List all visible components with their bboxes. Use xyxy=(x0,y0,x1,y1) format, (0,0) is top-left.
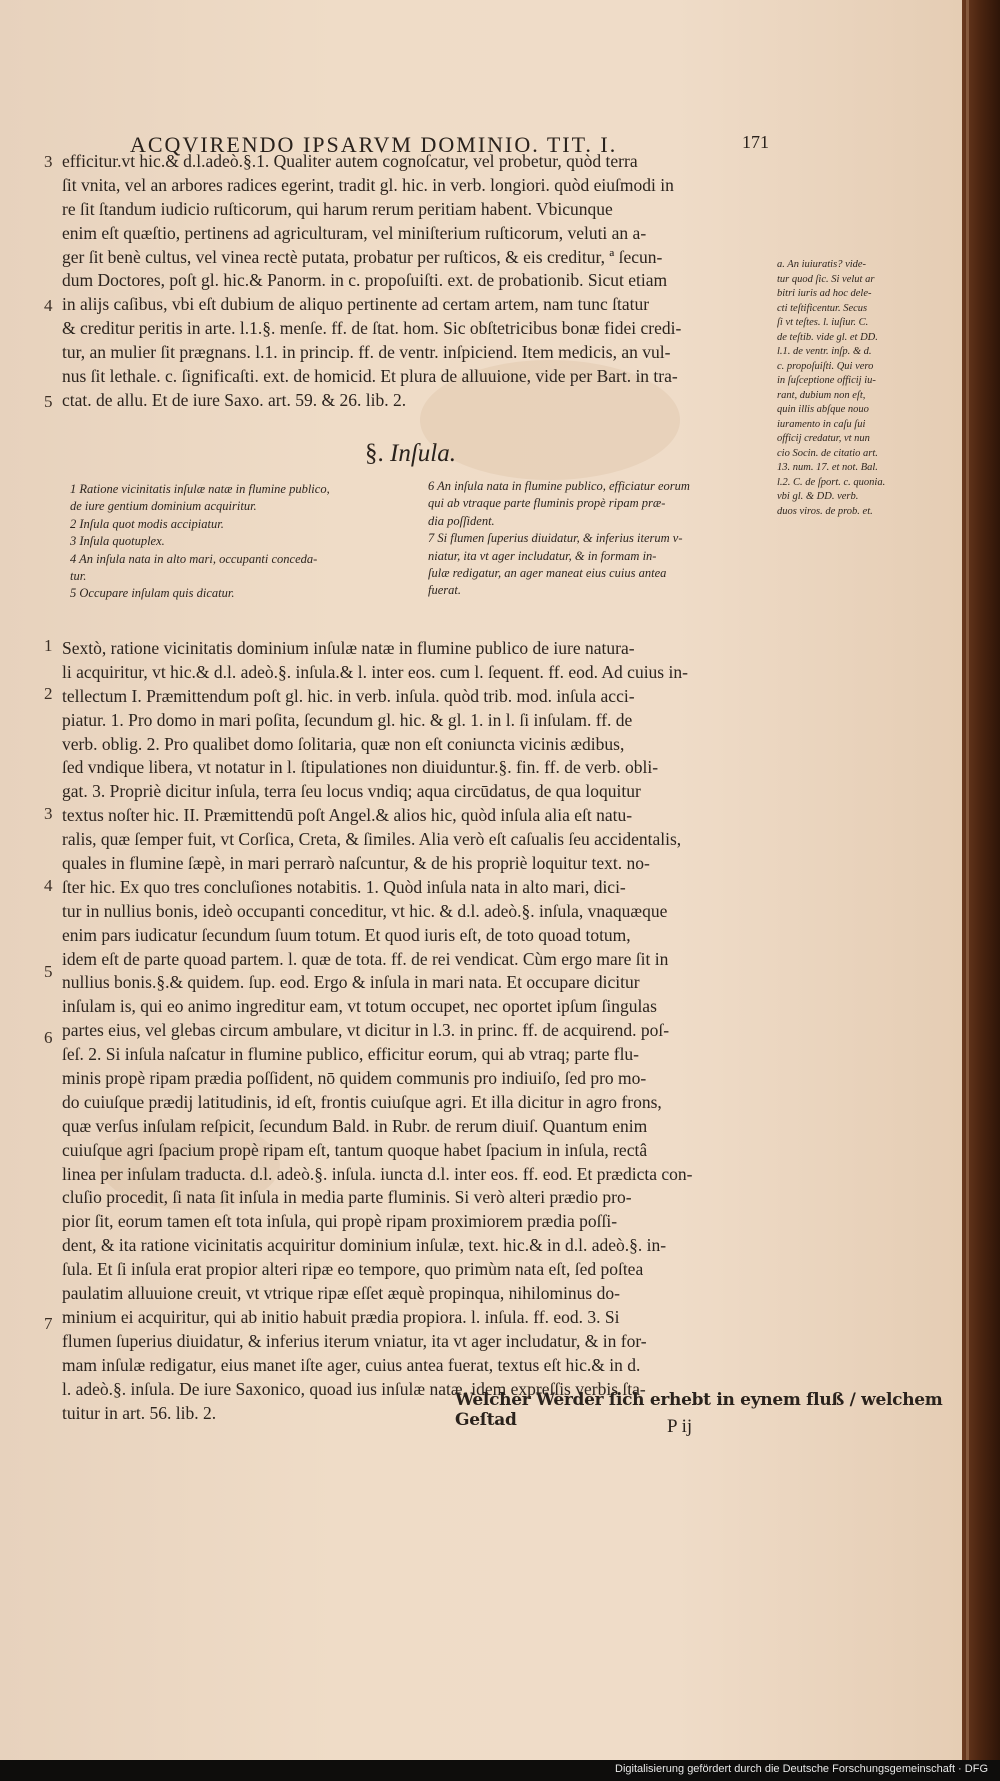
text-line: nus ſit lethale. c. ſignificaſti. ext. de homicid. Et plura de alluuione, vide per Bart. in tra- xyxy=(62,366,678,387)
summary-item: 7 Si flumen ſuperius diuidatur, & inferius iterum v- xyxy=(428,531,683,546)
footer-credit: Digitalisierung gefördert durch die Deutsche Forschungsgemeinschaft · DFG xyxy=(615,1763,988,1775)
text-line: l. adeò.§. inſula. De iure Saxonico, quoad ius inſulæ natæ, idem expreſſis verbis ſta- xyxy=(62,1378,646,1399)
book-edge xyxy=(962,0,1000,1760)
text-line: dent, & ita ratione vicinitatis acquiritur dominium inſulæ, text. hic.& in d.l. adeò.§. in- xyxy=(62,1235,667,1256)
summary-item: de iure gentium dominium acquiritur. xyxy=(70,499,257,514)
text-line: piatur. 1. Pro domo in mari poſita, ſecundum gl. hic. & gl. 1. in l. ſi inſulam. ff. de xyxy=(62,709,633,730)
marginal-line: l.1. de ventr. inſp. & d. xyxy=(777,346,872,357)
text-line: nullius bonis.§.& quidem. ſup. eod. Ergo & inſula in mari nata. Et occupare dicitur xyxy=(62,972,640,993)
line-number: 3 xyxy=(44,152,53,171)
text-line: enim pars iudicatur ſecundum ſuum totum. Et quod iuris eſt, de toto quoad totum, xyxy=(62,924,631,945)
text-line: re ſit ſtandum iudicio ruſticorum, qui harum rerum peritiam habent. Vbicunque xyxy=(62,198,613,219)
section-sign: §. xyxy=(365,440,384,467)
marginal-line: duos viros. de prob. et. xyxy=(777,505,873,517)
text-line: flumen ſuperius diuidatur, & inferius iterum vniatur, ita vt ager includatur, & in for- xyxy=(62,1330,647,1351)
text-line: ger ſit benè cultus, vel vinea rectè putata, probatur per ruſticos, & eis creditur, ª ſecun- xyxy=(62,246,663,267)
summary-item: 1 Ratione vicinitatis inſulæ natæ in flumine publico, xyxy=(70,482,330,496)
text-line: ralis, quæ ſemper fuit, vt Corſica, Creta, & ſimiles. Alia verò eſt caſualis ſeu accidentalis, xyxy=(62,829,682,850)
marginal-line: vbi gl. & DD. verb. xyxy=(777,491,859,502)
text-line: quales in flumine ſæpè, in mari perrarò naſcuntur, & de his propriè loquitur text. no- xyxy=(62,853,650,874)
summary-item: tur. xyxy=(70,569,87,584)
folio-number: 171 xyxy=(742,132,769,152)
summary-item: 3 Inſula quotuplex. xyxy=(70,534,165,549)
marginal-line: 13. num. 17. et not. Bal. xyxy=(777,462,878,473)
line-number: 3 xyxy=(44,804,53,823)
text-line: ſter hic. Ex quo tres concluſiones notabitis. 1. Quòd inſula nata in alto mari, dici- xyxy=(62,876,626,897)
marginal-line: in ſuſceptione officij iu- xyxy=(777,375,876,386)
marginal-line: a. An iuiuratis? vide- xyxy=(777,259,867,270)
summary-item: 4 An inſula nata in alto mari, occupanti conceda- xyxy=(70,551,318,566)
text-line: ſit vnita, vel an arbores radices egerint, tradit gl. hic. in verb. longiori. quòd eiuſmodi in xyxy=(62,174,674,195)
section-title: Inſula. xyxy=(390,440,456,467)
text-line: partes eius, vel glebas circum ambulare, vt dicitur in l.3. in princ. ff. de acquirend. poſ- xyxy=(62,1020,670,1041)
text-line: tuitur in art. 56. lib. 2. xyxy=(62,1402,217,1423)
marginal-line: c. propoſuiſti. Qui vero xyxy=(777,360,874,372)
text-line: ſula. Et ſi inſula erat propior alteri ripæ eo tempore, quo primùm nata eſt, ſed poſtea xyxy=(62,1259,644,1280)
summary-item: qui ab vtraque parte fluminis propè ripam præ- xyxy=(428,496,666,511)
marginal-line: officij credatur, vt nun xyxy=(777,433,870,444)
text-line: gat. 3. Propriè dicitur inſula, terra ſeu locus vndiq; aqua circūdatus, de qua loquitur xyxy=(62,781,641,802)
text-line: tur, an mulier ſit prægnans. l.1. in princip. ff. de ventr. inſpiciend. Item medicis, an vul- xyxy=(62,342,671,363)
text-line: tur in nullius bonis, ideò occupanti conceditur, vt hic. & d.l. adeò.§. inſula, vnaquæque xyxy=(62,900,668,921)
text-line: cluſio procedit, ſi nata ſit inſula in media parte fluminis. Si verò alteri prædio pro- xyxy=(62,1187,632,1208)
line-number: 7 xyxy=(44,1314,53,1333)
text-line: tellectum I. Præmittendum poſt gl. hic. in verb. inſula. quòd trib. mod. inſula acci- xyxy=(62,685,635,706)
body-text-top xyxy=(62,150,681,413)
marginal-note xyxy=(777,258,927,519)
summary-item: 2 Inſula quot modis accipiatur. xyxy=(70,516,224,531)
text-line: ſeſ. 2. Si inſula naſcatur in flumine publico, efficitur eorum, qui ab vtraq; parte flu- xyxy=(62,1044,640,1065)
text-line: enim eſt quæſtio, pertinens ad agriculturam, vel miniſterium ruſticorum, veluti an a- xyxy=(62,222,647,243)
line-number: 2 xyxy=(44,684,53,703)
marginal-line: tur quod ſic. Si velut ar xyxy=(777,273,875,285)
summary-item: ſulæ redigatur, an ager maneat eius cuius antea xyxy=(428,566,667,581)
section-heading xyxy=(365,440,456,468)
text-line: li acquiritur, vt hic.& d.l. adeò.§. inſula.& l. inter eos. cum l. ſequent. ff. eod. Ad cuius in- xyxy=(62,661,688,682)
text-line: minium ei acquiritur, qui ab initio habuit prædia propiora. l. inſula. ff. eod. 3. Si xyxy=(62,1306,620,1327)
text-line: verb. oblig. 2. Pro qualibet domo ſolitaria, quæ non eſt coniuncta vicinis ædibus, xyxy=(62,733,625,754)
line-number: 6 xyxy=(44,1028,53,1047)
line-number: 4 xyxy=(44,876,53,895)
text-line: in alijs caſibus, vbi eſt dubium de aliquo pertinente ad certam artem, nam tunc ſtatur xyxy=(62,294,650,315)
running-head: ACQVIRENDO IPSARVM DOMINIO. TIT. I. xyxy=(130,132,618,157)
summary-item: 5 Occupare inſulam quis dicatur. xyxy=(70,586,235,601)
text-line: dum Doctores, poſt gl. hic.& Panorm. in c. propoſuiſti. ext. de probationib. Sicut etiam xyxy=(62,270,668,291)
marginal-line: quin illis abſque nouo xyxy=(777,404,869,415)
marginal-line: iuramento in caſu ſui xyxy=(777,418,866,430)
text-line: ſed vndique libera, vt notatur in l. ſtipulationes non diuiduntur.§. fin. ff. de verb. obli- xyxy=(62,757,659,778)
text-line: Sextò, ratione vicinitatis dominium inſulæ natæ in flumine publico de iure natura- xyxy=(62,638,635,658)
marginal-line: de teſtib. vide gl. et DD. xyxy=(777,331,878,343)
marginal-line: rant, dubium non eſt, xyxy=(777,389,866,401)
summary-item: niatur, ita vt ager includatur, & in formam in- xyxy=(428,548,657,563)
marginal-line: bitri iuris ad hoc dele- xyxy=(777,288,872,299)
text-line: & creditur peritis in arte. l.1.§. menſe. ff. de ſtat. hom. Sic obſtetricibus bonæ fidei credi- xyxy=(62,318,682,339)
marginal-line: cti teſtificentur. Secus xyxy=(777,302,868,314)
body-text-main xyxy=(62,637,692,1425)
text-line: paulatim alluuione creuit, vt vtrique ripæ eſſet æquè propinqua, nihilominus do- xyxy=(62,1283,620,1304)
text-line: idem eſt de parte quoad partem. l. quæ de tota. ff. de rei vendicat. Cùm ergo mare ſit in xyxy=(62,948,669,969)
line-number: 1 xyxy=(44,636,53,655)
line-number: 4 xyxy=(44,296,53,315)
catchword: Welcher Werder ſich erhebt in eynem fluß / welchem Geſtad xyxy=(455,1390,943,1430)
line-number: 5 xyxy=(44,962,53,981)
summary-right xyxy=(428,478,690,600)
line-number: 5 xyxy=(44,392,53,411)
text-line: mam inſulæ redigatur, eius manet iſte ager, cuius antea fuerat, textus eſt hic.& in d. xyxy=(62,1354,641,1375)
text-line: pior ſit, eorum tamen eſt tota inſula, qui propè ripam proximiorem prædia poſſi- xyxy=(62,1211,618,1232)
summary-item: fuerat. xyxy=(428,583,461,598)
text-line: efficitur.vt hic.& d.l.adeò.§.1. Qualiter autem cognoſcatur, vel probetur, quòd terra xyxy=(62,151,638,171)
text-line: ctat. de allu. Et de iure Saxo. art. 59. & 26. lib. 2. xyxy=(62,389,407,410)
summary-left xyxy=(70,481,330,603)
footer-bar xyxy=(0,1760,1000,1781)
text-line: quæ verſus inſulam reſpicit, ſecundum Bald. in Rubr. de rerum diuiſ. Quantum enim xyxy=(62,1115,648,1136)
summary-item: 6 An inſula nata in flumine publico, efficiatur eorum xyxy=(428,479,690,493)
text-line: minis propè ripam prædia poſſident, nō quidem communis pro indiuiſo, ſed pro mo- xyxy=(62,1068,647,1089)
text-line: do cuiuſque prædij latitudinis, id eſt, frontis cuiuſque agri. Et illa dicitur in agro frons, xyxy=(62,1091,662,1112)
text-line: linea per inſulam traducta. d.l. adeò.§. inſula. iuncta d.l. inter eos. ff. eod. Et prædicta con- xyxy=(62,1163,693,1184)
signature-mark: P ij xyxy=(667,1416,693,1437)
text-line: textus noſter hic. II. Præmittendū poſt Angel.& alios hic, quòd inſula alia eſt natu- xyxy=(62,805,633,826)
marginal-line: l.2. C. de ſport. c. quonia. xyxy=(777,476,886,488)
summary-item: dia poſſident. xyxy=(428,513,495,528)
marginal-line: ſi vt teſtes. l. iuſiur. C. xyxy=(777,317,869,328)
text-line: cuiuſque agri ſpacium propè ripam eſt, tantum quoque habet ſpacium in inſula, rectâ xyxy=(62,1139,648,1160)
marginal-line: cio Socin. de citatio art. xyxy=(777,447,878,459)
text-line: inſulam is, qui eo animo ingreditur eam, vt totum occupet, nec oportet ipſum ſingulas xyxy=(62,996,657,1017)
